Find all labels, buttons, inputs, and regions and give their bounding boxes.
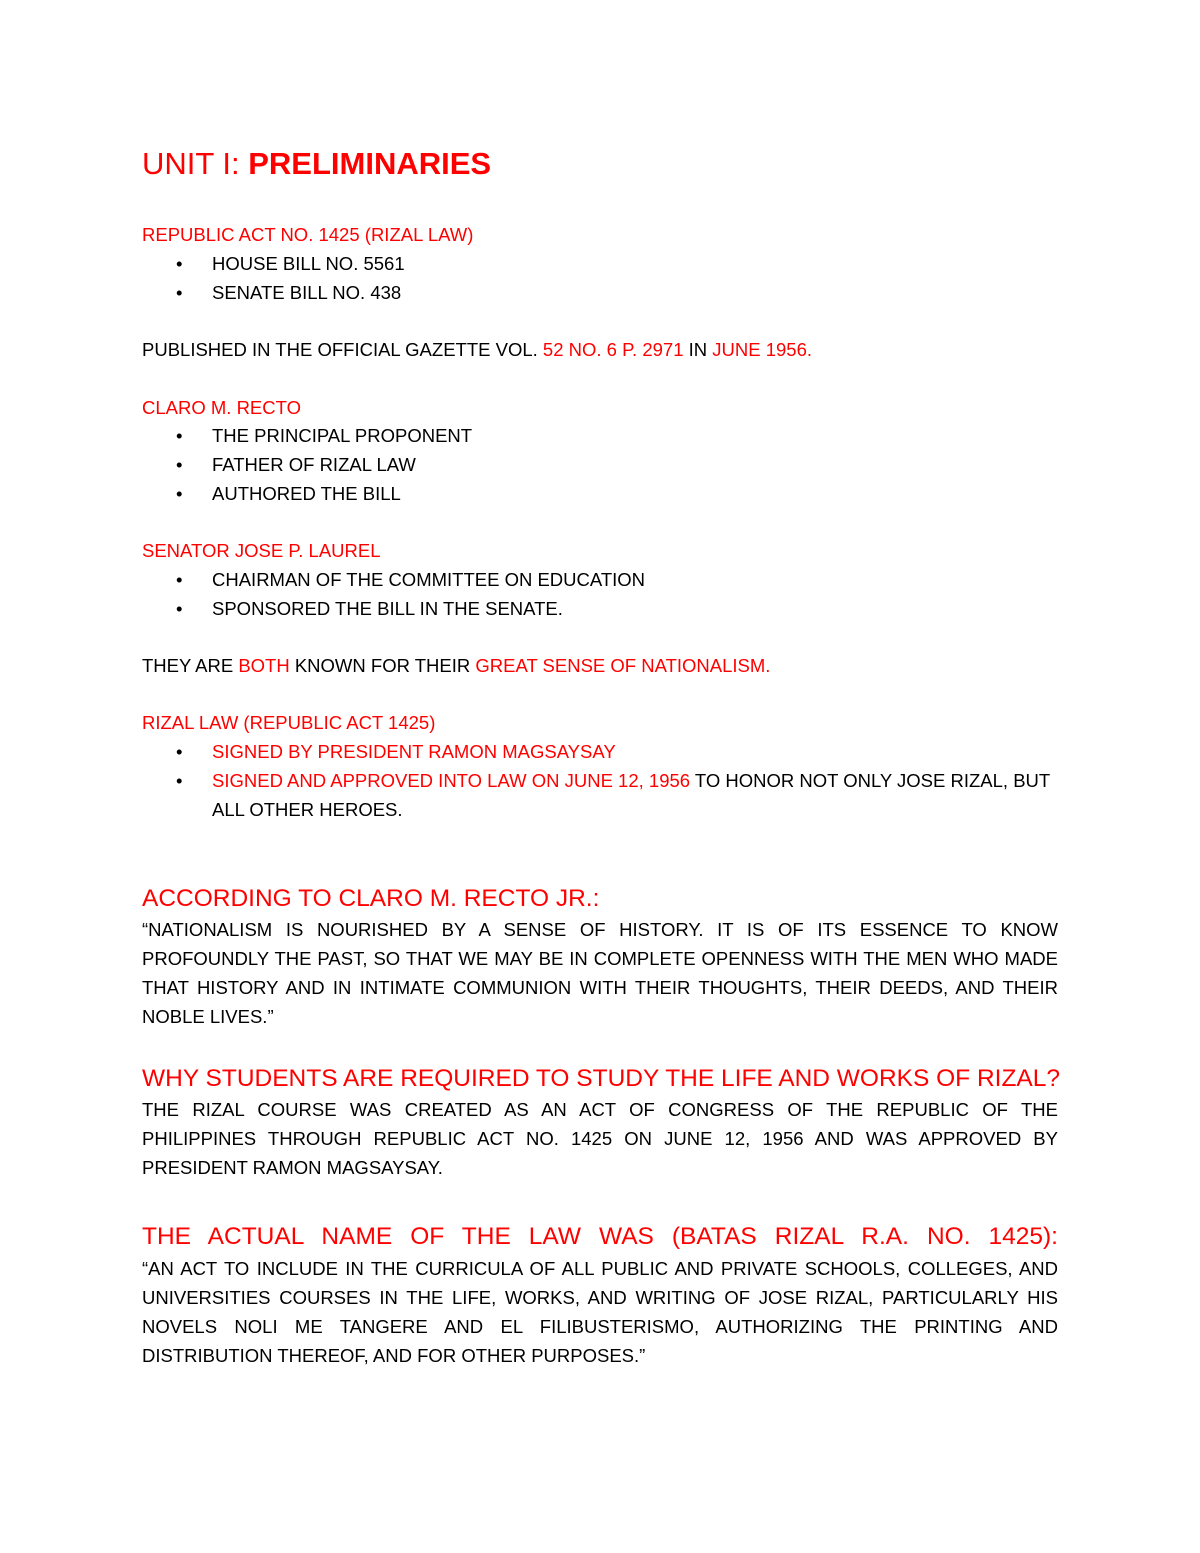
bullet-icon: • [176,483,183,504]
rizal-law-heading: RIZAL LAW (REPUBLIC ACT 1425) [142,712,436,733]
bullet-icon: • [176,253,183,274]
page-title [142,144,491,184]
published-paragraph: PUBLISHED IN THE OFFICIAL GAZETTE VOL. 52 NO. 6 P. 2971 IN JUNE 1956. [142,339,813,360]
recto-list [142,421,1058,508]
bullet-icon: • [176,282,183,303]
list-item: • SIGNED AND APPROVED INTO LAW ON JUNE 12, 1956 TO HONOR NOT ONLY JOSE RIZAL, BUT ALL OTHER HEROES. [142,766,1058,824]
why-heading: WHY STUDENTS ARE REQUIRED TO STUDY THE LIFE AND WORKS OF RIZAL? [142,1065,1061,1092]
list-item: • CHAIRMAN OF THE COMMITTEE ON EDUCATION [142,565,1058,594]
bullet-icon: • [176,569,183,590]
title-main: PRELIMINARIES [248,146,492,181]
both-paragraph: THEY ARE BOTH KNOWN FOR THEIR GREAT SENSE OF NATIONALISM. [142,655,771,676]
bullet-icon: • [176,598,183,619]
bullet-icon: • [176,741,183,762]
list-item: • HOUSE BILL NO. 5561 [142,249,1058,278]
list-item: • SENATE BILL NO. 438 [142,278,1058,307]
rizal-law-list [142,737,1058,824]
list-item: • THE PRINCIPAL PROPONENT [142,421,1058,450]
laurel-heading: SENATOR JOSE P. LAUREL [142,540,381,561]
bullet-icon: • [176,770,183,791]
bullet-icon: • [176,454,183,475]
list-item: • SIGNED BY PRESIDENT RAMON MAGSAYSAY [142,737,1058,766]
list-item: • FATHER OF RIZAL LAW [142,450,1058,479]
recto-heading: CLARO M. RECTO [142,397,301,418]
title-prefix: UNIT I: [142,146,249,181]
bullet-icon: • [176,425,183,446]
why-text: THE RIZAL COURSE WAS CREATED AS AN ACT OF CONGRESS OF THE REPUBLIC OF THE PHILIPPINES THROUGH REPUBLIC ACT NO. 1425 ON JUNE 12, 1956 AND WAS APPROVED BY PRESIDENT RAMON MAGSAYSAY. [142,1099,1058,1178]
quote-heading: ACCORDING TO CLARO M. RECTO JR.: [142,885,600,912]
name-text: “AN ACT TO INCLUDE IN THE CURRICULA OF ALL PUBLIC AND PRIVATE SCHOOLS, COLLEGES, AND UNIVERSITIES COURSES IN THE LIFE, WORKS, AND WRITING OF JOSE RIZAL, PARTICULARLY HIS NOVELS NOLI ME TANGERE AND EL FILIBUSTERISMO, AUTHORIZING THE PRINTING AND DISTRIBUTION THEREOF, AND FOR OTHER PURPOSES.” [142,1258,1058,1366]
quote-text: “NATIONALISM IS NOURISHED BY A SENSE OF HISTORY. IT IS OF ITS ESSENCE TO KNOW PROFOUNDLY THE PAST, SO THAT WE MAY BE IN COMPLETE OPENNESS WITH THE MEN WHO MADE THAT HISTORY AND IN INTIMATE COMMUNION WITH THEIR THOUGHTS, THEIR DEEDS, AND THEIR NOBLE LIVES.” [142,919,1058,1027]
ra-list [142,249,1058,307]
list-item: • SPONSORED THE BILL IN THE SENATE. [142,594,1058,623]
ra-heading: REPUBLIC ACT NO. 1425 (RIZAL LAW) [142,224,474,245]
list-item: • AUTHORED THE BILL [142,479,1058,508]
name-heading: THE ACTUAL NAME OF THE LAW WAS (BATAS RIZAL R.A. NO. 1425): [142,1223,1058,1250]
laurel-list [142,565,1058,623]
